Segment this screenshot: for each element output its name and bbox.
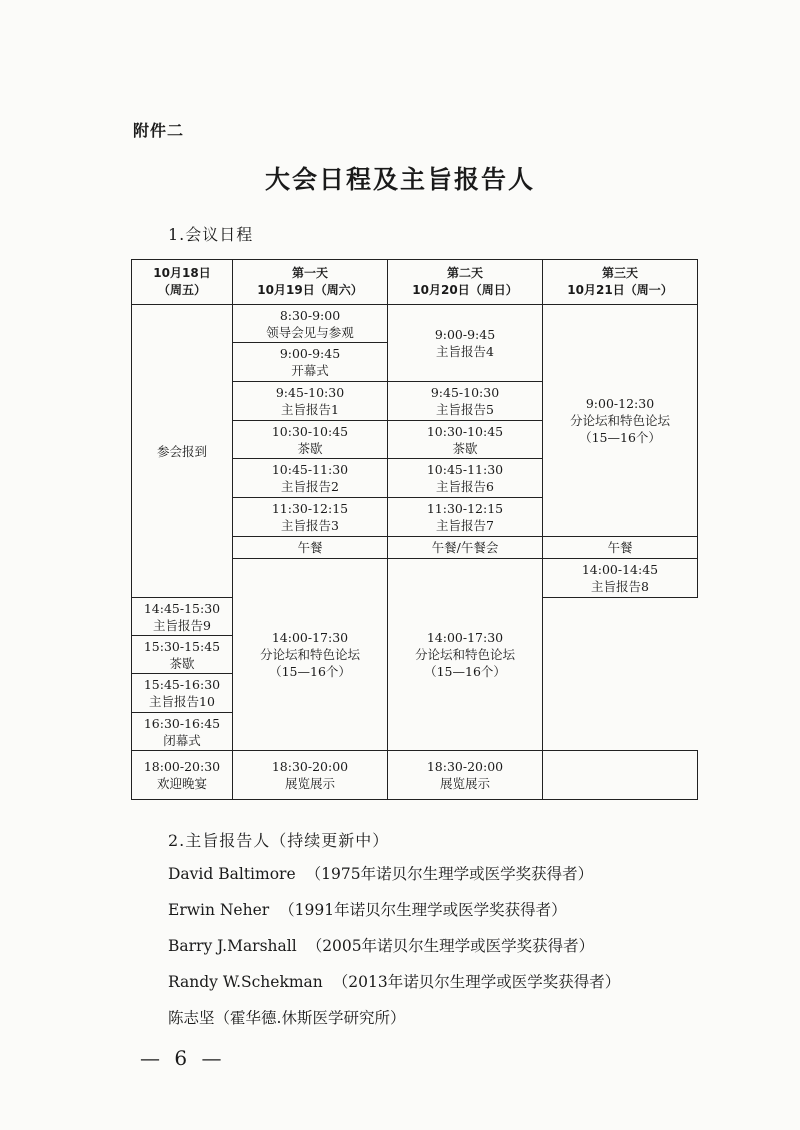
- schedule-cell: 10:30-10:45 茶歇: [233, 421, 388, 459]
- speaker-name: 陈志坚: [168, 1009, 215, 1027]
- header-day2: 第二天 10月20日（周日）: [388, 260, 543, 305]
- empty-cell: [543, 751, 698, 800]
- speaker-name: Erwin Neher: [168, 901, 270, 919]
- attachment-label: 附件二: [133, 121, 185, 140]
- schedule-table: [131, 259, 698, 800]
- schedule-cell: 9:00-9:45 开幕式: [233, 343, 388, 382]
- header-day0: 10月18日 （周五）: [132, 260, 233, 305]
- schedule-cell: 8:30-9:00 领导会见与参观: [233, 305, 388, 343]
- schedule-heading: 1.会议日程: [168, 225, 254, 244]
- schedule-cell: 18:30-20:00 展览展示: [233, 751, 388, 800]
- schedule-cell: 18:00-20:30 欢迎晚宴: [132, 751, 233, 800]
- list-item: [168, 934, 620, 970]
- schedule-cell: 9:00-9:45 主旨报告4: [388, 305, 543, 382]
- speaker-note: （霍华德.休斯医学研究所）: [214, 1009, 406, 1027]
- schedule-cell: 14:45-15:30 主旨报告9: [132, 598, 233, 636]
- header-day1: 第一天 10月19日（周六）: [233, 260, 388, 305]
- header-day3: 第三天 10月21日（周一）: [543, 260, 698, 305]
- list-item: [168, 862, 620, 898]
- schedule-cell: 11:30-12:15 主旨报告3: [233, 498, 388, 537]
- schedule-cell: 14:00-14:45 主旨报告8: [543, 559, 698, 598]
- schedule-cell: 18:30-20:00 展览展示: [388, 751, 543, 800]
- schedule-cell: 9:45-10:30 主旨报告1: [233, 382, 388, 421]
- page-title: 大会日程及主旨报告人: [264, 165, 535, 194]
- list-item: [168, 1006, 620, 1042]
- registration-cell: 参会报到: [132, 305, 233, 598]
- schedule-cell: 10:45-11:30 主旨报告6: [388, 459, 543, 498]
- schedule-cell: 15:45-16:30 主旨报告10: [132, 674, 233, 713]
- lunch-cell: 午餐/午餐会: [388, 537, 543, 559]
- list-item: [168, 970, 620, 1006]
- speaker-name: Barry J.Marshall: [168, 937, 297, 955]
- schedule-cell: 9:00-12:30 分论坛和特色论坛 （15—16个）: [543, 305, 698, 537]
- speakers-heading: 2.主旨报告人（持续更新中）: [168, 831, 390, 850]
- schedule-cell: 15:30-15:45 茶歇: [132, 636, 233, 674]
- speaker-name: Randy W.Schekman: [168, 973, 323, 991]
- lunch-cell: 午餐: [233, 537, 388, 559]
- schedule-cell: 9:45-10:30 主旨报告5: [388, 382, 543, 421]
- speaker-list: [168, 862, 620, 1042]
- table-row: [132, 751, 698, 800]
- table-header-row: [132, 260, 698, 305]
- table-row: [132, 305, 698, 343]
- lunch-cell: 午餐: [543, 537, 698, 559]
- speaker-note: （2013年诺贝尔生理学或医学奖获得者）: [332, 973, 621, 991]
- speaker-name: David Baltimore: [168, 865, 296, 883]
- speaker-note: （1991年诺贝尔生理学或医学奖获得者）: [279, 901, 567, 919]
- schedule-cell: 10:45-11:30 主旨报告2: [233, 459, 388, 498]
- schedule-cell: 11:30-12:15 主旨报告7: [388, 498, 543, 537]
- schedule-cell: 14:00-17:30 分论坛和特色论坛 （15—16个）: [388, 559, 543, 751]
- list-item: [168, 898, 620, 934]
- schedule-cell: 14:00-17:30 分论坛和特色论坛 （15—16个）: [233, 559, 388, 751]
- page-number: — 6 —: [140, 1046, 226, 1070]
- schedule-cell: 10:30-10:45 茶歇: [388, 421, 543, 459]
- speaker-note: （1975年诺贝尔生理学或医学奖获得者）: [305, 865, 594, 883]
- speaker-note: （2005年诺贝尔生理学或医学奖获得者）: [306, 937, 595, 955]
- schedule-cell: 16:30-16:45 闭幕式: [132, 713, 233, 751]
